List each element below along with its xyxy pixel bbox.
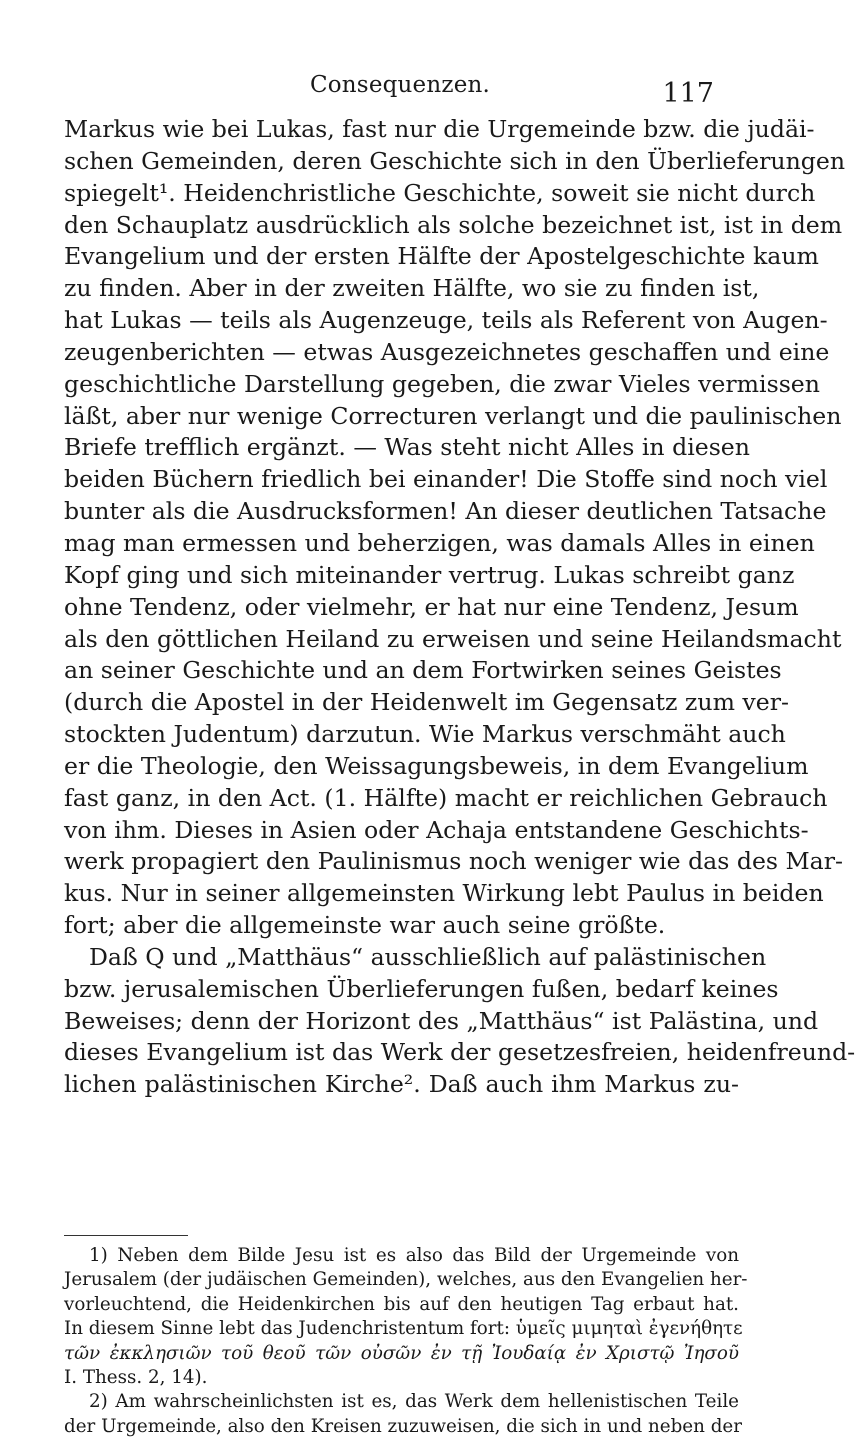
text-line: als den göttlichen Heiland zu erweisen und seine Heilandsmacht [64,624,842,653]
text-line: Briefe trefflich ergänzt. — Was steht nicht Alles in diesen [64,433,750,462]
footnote-line: vorleuchtend, die Heidenkirchen bis auf den heutigen Tag erbaut hat. [64,1293,739,1315]
text-line: läßt, aber nur wenige Correcturen verlangt und die paulinischen [64,401,842,430]
text-line: (durch die Apostel in der Heidenwelt im Gegensatz zum ver- [64,688,789,717]
text-line: er die Theologie, den Weissagungsbeweis, in dem Evangelium [64,751,809,780]
text-line: bzw. jerusalemischen Überlieferungen fußen, bedarf keines [64,974,779,1003]
footnote-line: τῶν ἐκκλησιῶν τοῦ θεοῦ τῶν οὐσῶν ἐν τῇ Ἰουδαίᾳ ἐν Χριστῷ Ἰησοῦ [64,1342,739,1364]
text-line: an seiner Geschichte und an dem Fortwirken seines Geistes [64,656,782,685]
text-line: hat Lukas — teils als Augenzeuge, teils als Referent von Augen- [64,306,828,335]
footnote-line: In diesem Sinne lebt das Judenchristentum fort: ὑμεῖς μιμηταὶ ἐγενήθητε [64,1318,743,1340]
footnote-line: 2) Am wahrscheinlichsten ist es, das Werk dem hellenistischen Teile [89,1391,739,1413]
body-text [64,114,855,1101]
text-line: fast ganz, in den Act. (1. Hälfte) macht er reichlichen Gebrauch [64,783,828,812]
text-line: mag man ermessen und beherzigen, was damals Alles in einen [64,528,815,557]
text-line: Kopf ging und sich miteinander vertrug. Lukas schreibt ganz [64,560,795,589]
text-line: zeugenberichten — etwas Ausgezeichnetes geschaffen und eine [64,337,830,366]
page-header [0,72,800,116]
text-line: bunter als die Ausdrucksformen! An dieser deutlichen Tatsache [64,497,827,526]
text-line: Evangelium und der ersten Hälfte der Apostelgeschichte kaum [64,242,819,271]
running-title: Consequenzen. [309,72,491,98]
footnote-line: Jerusalem (der judäischen Gemeinden), welches, aus den Evangelien her- [64,1269,748,1291]
text-line: werk propagiert den Paulinismus noch weniger wie das des Mar- [64,847,843,876]
text-line: Beweises; denn der Horizont des „Matthäus“ ist Palästina, und [64,1006,819,1035]
text-line: den Schauplatz ausdrücklich als solche bezeichnet ist, ist in dem [64,210,843,239]
footnote-line: der Urgemeinde, also den Kreisen zuzuweisen, die sich in und neben der [64,1415,742,1437]
footnote-divider [64,1235,188,1236]
footnote-line: I. Thess. 2, 14). [64,1366,208,1388]
text-line: Markus wie bei Lukas, fast nur die Urgemeinde bzw. die judäi- [64,115,815,143]
text-line: fort; aber die allgemeinste war auch seine größte. [64,911,666,940]
text-line: geschichtliche Darstellung gegeben, die zwar Vieles vermissen [64,369,820,398]
text-line: schen Gemeinden, deren Geschichte sich in den Überlieferungen [64,146,846,175]
footnote-line: 1) Neben dem Bilde Jesu ist es also das Bild der Urgemeinde von [89,1245,739,1266]
page-number: 117 [662,78,714,109]
text-line: beiden Büchern friedlich bei einander! Die Stoffe sind noch viel [64,465,828,494]
text-line: zu finden. Aber in der zweiten Hälfte, wo sie zu finden ist, [64,274,760,303]
text-line: stockten Judentum) darzutun. Wie Markus verschmäht auch [64,720,786,749]
text-line: von ihm. Dieses in Asien oder Achaja entstandene Geschichts- [64,815,809,844]
text-line: lichen palästinischen Kirche². Daß auch ihm Markus zu- [64,1070,739,1099]
text-line: dieses Evangelium ist das Werk der gesetzesfreien, heidenfreund- [64,1038,855,1067]
text-line: spiegelt¹. Heidenchristliche Geschichte, soweit sie nicht durch [64,178,816,207]
footnotes [64,1244,748,1439]
text-line: kus. Nur in seiner allgemeinsten Wirkung lebt Paulus in beiden [64,879,824,908]
text-line: Daß Q und „Matthäus“ ausschließlich auf palästinischen [89,942,767,971]
text-line: ohne Tendenz, oder vielmehr, er hat nur eine Tendenz, Jesum [64,592,799,621]
